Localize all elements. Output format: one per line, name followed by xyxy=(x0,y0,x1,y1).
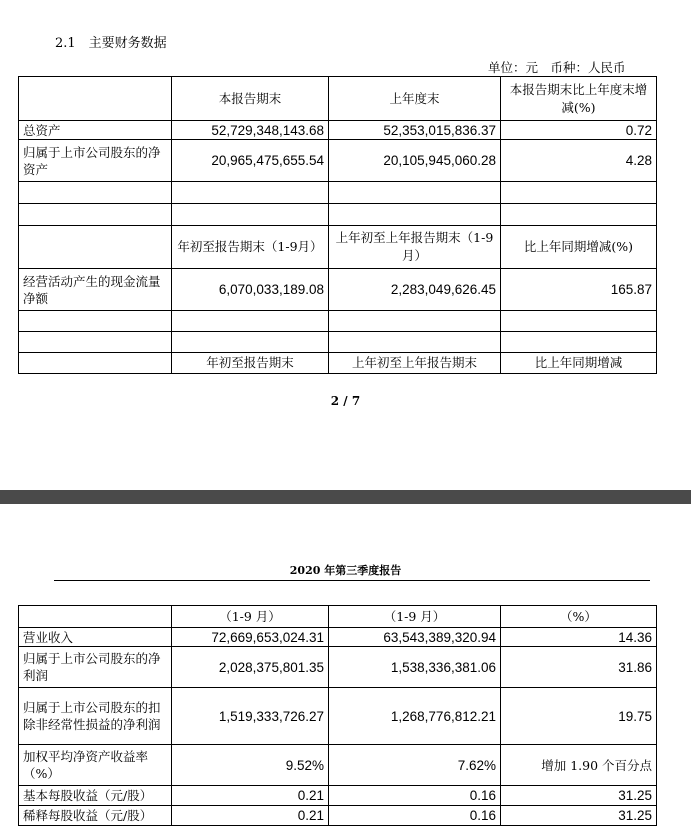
report-header-title: 2020 年第三季度报告 xyxy=(289,564,402,577)
header-cell: 年初至报告期末（1-9月） xyxy=(172,226,329,269)
table-row xyxy=(19,647,657,688)
header-cell xyxy=(19,606,172,628)
value-cell: 1,268,776,812.21 xyxy=(329,688,501,745)
value-cell: 31.25 xyxy=(501,786,657,806)
value-cell: 14.36 xyxy=(501,628,657,647)
row-label: 归属于上市公司股东的净资产 xyxy=(19,140,172,182)
value-cell: 52,729,348,143.68 xyxy=(172,121,329,140)
header-cell xyxy=(19,353,172,374)
value-cell: 2,028,375,801.35 xyxy=(172,647,329,688)
header-cell: 年初至报告期末 xyxy=(172,353,329,374)
table-row xyxy=(19,140,657,182)
row-label: 营业收入 xyxy=(19,628,172,647)
empty-row xyxy=(19,182,657,204)
value-cell: 0.72 xyxy=(501,121,657,140)
row-label: 稀释每股收益（元/股） xyxy=(19,806,172,826)
value-cell: 7.62% xyxy=(329,745,501,786)
header-cell: 比上年同期增减 xyxy=(501,353,657,374)
page-separator xyxy=(0,490,691,504)
header-cell: 上年初至上年报告期末 xyxy=(329,353,501,374)
value-cell: 0.16 xyxy=(329,786,501,806)
income-data-table xyxy=(18,605,657,826)
table-header-row xyxy=(19,353,657,374)
row-label: 经营活动产生的现金流量净额 xyxy=(19,269,172,311)
value-cell: 9.52% xyxy=(172,745,329,786)
row-label: 基本每股收益（元/股） xyxy=(19,786,172,806)
table-header-row xyxy=(19,226,657,269)
header-cell: （%） xyxy=(501,606,657,628)
value-cell: 0.21 xyxy=(172,786,329,806)
value-cell: 4.28 xyxy=(501,140,657,182)
value-cell: 6,070,033,189.08 xyxy=(172,269,329,311)
row-label: 归属于上市公司股东的净利润 xyxy=(19,647,172,688)
value-cell: 19.75 xyxy=(501,688,657,745)
table-header-row xyxy=(19,606,657,628)
table-row xyxy=(19,688,657,745)
header-cell: 比上年同期增减(%) xyxy=(501,226,657,269)
section-title: 2.1 主要财务数据 xyxy=(55,36,167,51)
value-cell: 31.86 xyxy=(501,647,657,688)
table-header-row xyxy=(19,77,657,121)
value-cell: 1,519,333,726.27 xyxy=(172,688,329,745)
value-cell: 0.16 xyxy=(329,806,501,826)
table-row xyxy=(19,628,657,647)
header-rule xyxy=(54,580,650,581)
row-label: 加权平均净资产收益率（%） xyxy=(19,745,172,786)
value-cell: 165.87 xyxy=(501,269,657,311)
value-cell: 52,353,015,836.37 xyxy=(329,121,501,140)
table-row xyxy=(19,745,657,786)
table-row xyxy=(19,786,657,806)
currency-unit-note: 单位：元 币种：人民币 xyxy=(488,60,626,75)
header-cell: 本报告期末比上年度末增减(%) xyxy=(501,77,657,121)
header-cell: （1-9 月） xyxy=(329,606,501,628)
header-cell: 上年初至上年报告期末（1-9月） xyxy=(329,226,501,269)
header-cell xyxy=(19,226,172,269)
header-cell: （1-9 月） xyxy=(172,606,329,628)
value-cell: 增加 1.90 个百分点 xyxy=(501,745,657,786)
empty-row xyxy=(19,311,657,332)
header-cell: 上年度末 xyxy=(329,77,501,121)
row-label: 总资产 xyxy=(19,121,172,140)
value-cell: 72,669,653,024.31 xyxy=(172,628,329,647)
empty-row xyxy=(19,204,657,226)
empty-row xyxy=(19,332,657,353)
value-cell: 31.25 xyxy=(501,806,657,826)
header-cell: 本报告期末 xyxy=(172,77,329,121)
table-row xyxy=(19,269,657,311)
value-cell: 2,283,049,626.45 xyxy=(329,269,501,311)
table-row xyxy=(19,806,657,826)
value-cell: 20,965,475,655.54 xyxy=(172,140,329,182)
value-cell: 63,543,389,320.94 xyxy=(329,628,501,647)
row-label: 归属于上市公司股东的扣除非经常性损益的净利润 xyxy=(19,688,172,745)
table-row xyxy=(19,121,657,140)
value-cell: 20,105,945,060.28 xyxy=(329,140,501,182)
main-financial-data-table xyxy=(18,76,657,374)
page-number: 2 / 7 xyxy=(330,394,361,408)
value-cell: 1,538,336,381.06 xyxy=(329,647,501,688)
value-cell: 0.21 xyxy=(172,806,329,826)
header-cell xyxy=(19,77,172,121)
